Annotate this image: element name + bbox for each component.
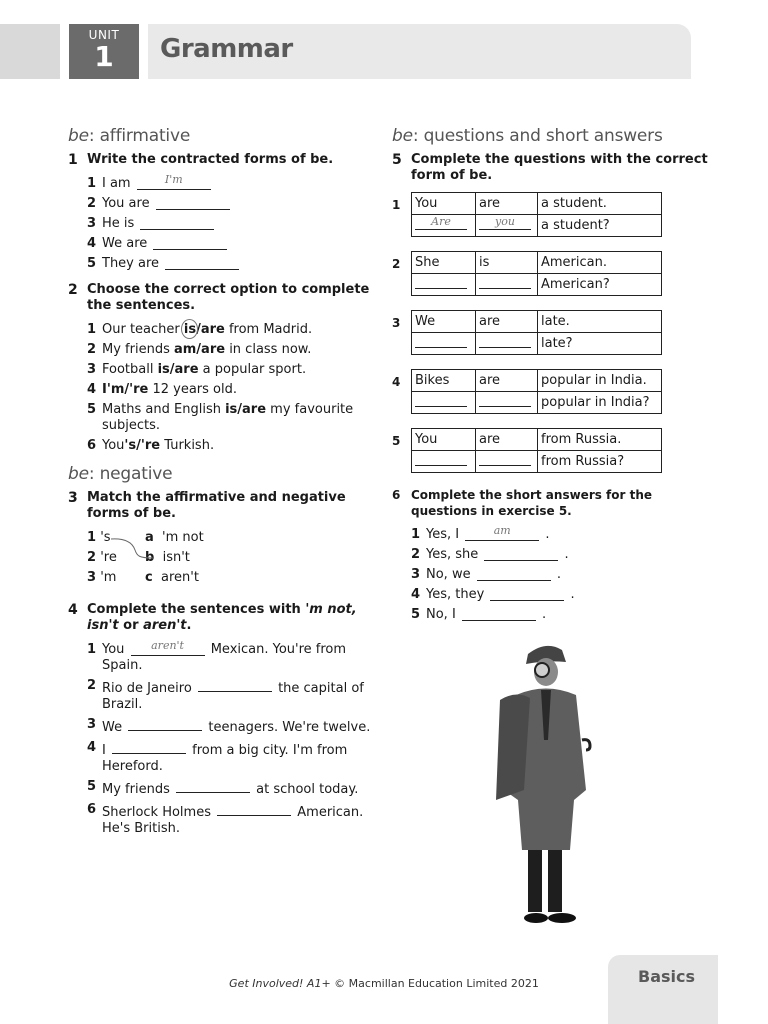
page-title: Grammar: [160, 34, 293, 64]
unit-number: 1: [94, 40, 114, 73]
list-item: 3 No, we .: [411, 567, 561, 582]
question-table: 2 She is American. American?: [411, 251, 662, 296]
answer-blank[interactable]: Are: [415, 218, 467, 230]
answer-blank[interactable]: [415, 395, 467, 407]
answer-blank[interactable]: am: [465, 527, 539, 541]
exercise-6-list: [411, 524, 712, 623]
option-pair[interactable]: is/are: [225, 402, 267, 417]
unit-badge: [69, 24, 139, 79]
exercise-2-list: [87, 322, 378, 454]
selected-option[interactable]: is: [184, 322, 196, 337]
list-item: 5 Maths and English is/are my favourite subjects.: [87, 402, 354, 433]
answer-blank[interactable]: [153, 236, 227, 250]
question-table: 1 You are a student. $^{Are}$ $^{you}$ a student?: [411, 192, 662, 237]
answer-blank[interactable]: [128, 717, 202, 731]
list-item: 3 He is: [87, 216, 378, 232]
list-item: 4 We are: [87, 236, 378, 252]
list-item: 1 I am $^{I'm}$: [87, 176, 378, 192]
answer-blank[interactable]: [479, 336, 531, 348]
header-side-block: [0, 24, 60, 79]
list-item: 2 You are: [87, 196, 378, 212]
answer-blank[interactable]: [217, 802, 291, 816]
exercise-4-list: [87, 639, 378, 837]
section-title-affirmative: be: affirmative: [68, 126, 191, 146]
left-column: [68, 126, 378, 847]
exercise-5-instruction: 5 Complete the questions with the correct form of be.: [392, 152, 708, 183]
answer-blank[interactable]: [490, 587, 564, 601]
answer-blank[interactable]: [156, 196, 230, 210]
basics-tab[interactable]: [608, 955, 718, 1024]
detective-illustration: [486, 640, 606, 930]
answer-blank[interactable]: you: [479, 218, 531, 230]
section-title-negative: be: negative: [68, 464, 173, 484]
exercise-1-instruction: 1 Write the contracted forms of be.: [68, 152, 334, 168]
answer-blank[interactable]: [477, 567, 551, 581]
list-item: 6 Sherlock Holmes American. He's British.: [87, 802, 364, 836]
list-item: 3 Football is/are a popular sport.: [87, 362, 307, 377]
answer-blank[interactable]: I'm: [137, 176, 211, 190]
answer-blank[interactable]: [112, 740, 186, 754]
answer-blank[interactable]: [462, 607, 536, 621]
question-table: 4 Bikes are popular in India. popular in India?: [411, 369, 662, 414]
answer-blank[interactable]: [415, 277, 467, 289]
list-item: 4 I'm/'re 12 years old.: [87, 382, 237, 397]
answer-blank[interactable]: [484, 547, 558, 561]
exercise-3-instruction: 3 Match the affirmative and negative forms of be.: [68, 490, 346, 521]
exercise-6-instruction: 6 Complete the short answers for the questions in exercise 5.: [392, 488, 653, 518]
section-title-questions: be: questions and short answers: [392, 126, 663, 146]
answer-blank[interactable]: aren't: [131, 642, 205, 656]
matching-exercise: 1 's a 'm not 2 're b isn't 3 'm c aren't: [87, 530, 378, 592]
list-item: 2 Yes, she .: [411, 547, 569, 562]
option-pair[interactable]: 's/'re: [124, 438, 161, 453]
answer-blank[interactable]: [415, 454, 467, 466]
list-item: 5 My friends at school today.: [87, 779, 359, 797]
list-item: 5 No, I .: [411, 607, 547, 622]
list-item: 2 Rio de Janeiro the capital of Brazil.: [87, 678, 364, 712]
exercise-1-list: [87, 173, 378, 272]
list-item: 2 My friends am/are in class now.: [87, 342, 312, 357]
match-line: [87, 530, 167, 592]
basics-label: Basics: [638, 967, 696, 986]
answer-blank[interactable]: [479, 395, 531, 407]
right-column: [392, 126, 712, 633]
answer-blank[interactable]: [176, 779, 250, 793]
answer-blank[interactable]: [198, 678, 272, 692]
answer-blank[interactable]: [165, 256, 239, 270]
answer-blank[interactable]: [140, 216, 214, 230]
answer-blank[interactable]: [479, 277, 531, 289]
answer-blank[interactable]: [479, 454, 531, 466]
title-bar: [148, 24, 691, 79]
answer-circle: [181, 319, 198, 339]
unit-word: UNIT: [88, 28, 120, 42]
option-pair[interactable]: I'm/'re: [102, 382, 149, 397]
footer-copyright: Get Involved! A1+ © Macmillan Education Limited 2021: [229, 977, 539, 990]
list-item: 5 They are: [87, 256, 378, 272]
list-item: 3 We teenagers. We're twelve.: [87, 717, 371, 735]
exercise-2-instruction: 2 Choose the correct option to complete the sentences.: [68, 282, 370, 313]
question-table: 5 You are from Russia. from Russia?: [411, 428, 662, 473]
list-item: 6 You's/'re Turkish.: [87, 438, 215, 453]
question-table: 3 We are late. late?: [411, 310, 662, 355]
option-pair[interactable]: is/are: [157, 362, 199, 377]
list-item: 1 Our teacher is/are from Madrid.: [87, 322, 378, 338]
list-item: 4 I from a big city. I'm from Hereford.: [87, 740, 348, 774]
list-item: 1 Yes, I $^{am}$ .: [411, 524, 550, 542]
list-item: 4 Yes, they .: [411, 587, 575, 602]
option-pair[interactable]: am/are: [173, 342, 226, 357]
list-item: 1 You $^{aren't}$ Mexican. You're from Spain.: [87, 639, 347, 673]
answer-blank[interactable]: [415, 336, 467, 348]
exercise-4-instruction: 4 Complete the sentences with 'm not, isn't or aren't.: [68, 602, 357, 633]
